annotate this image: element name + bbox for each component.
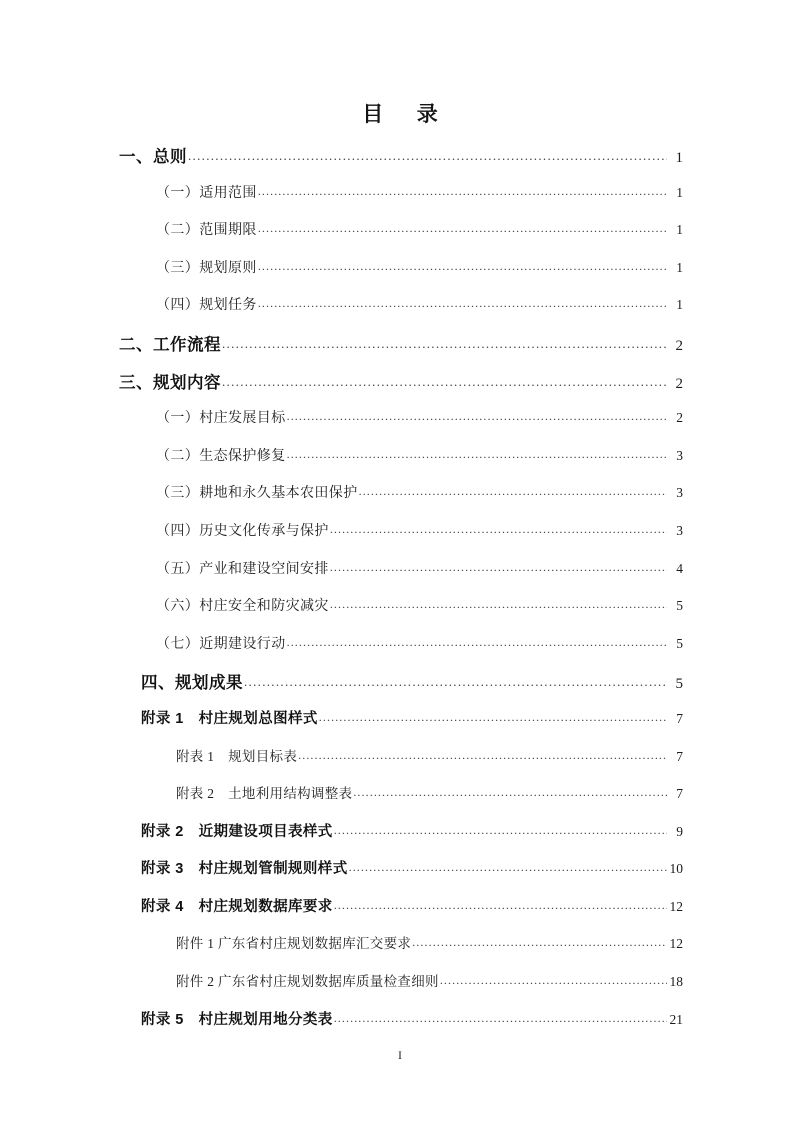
- toc-entry-label: 一、总则: [119, 148, 187, 166]
- toc-dot-leader: [287, 632, 667, 648]
- toc-entry-label: 附录 4 村庄规划数据库要求: [141, 898, 333, 915]
- toc-entry-label: （一）适用范围: [156, 185, 257, 201]
- toc-dot-leader: [258, 218, 667, 234]
- toc-entry-page-number: 1: [676, 297, 683, 313]
- toc-entry[interactable]: [0, 707, 800, 745]
- toc-entry-label: 附表 2 土地利用结构调整表: [176, 786, 353, 802]
- toc-entry-page-number: 1: [676, 184, 683, 200]
- toc-entry-page-number: 12: [669, 898, 683, 914]
- toc-entry-label: 附录 2 近期建设项目表样式: [141, 823, 333, 840]
- toc-dot-leader: [298, 745, 667, 761]
- toc-entry-page-number: 12: [669, 936, 683, 952]
- toc-entry-page-number: 21: [669, 1011, 683, 1027]
- toc-dot-leader: [334, 820, 667, 836]
- toc-dot-leader: [359, 481, 667, 497]
- toc-entry-page-number: 3: [676, 485, 683, 501]
- toc-entry[interactable]: [0, 143, 800, 181]
- toc-dot-leader: [353, 782, 667, 798]
- page-title: 目 录: [362, 103, 445, 126]
- toc-entry-label: （一）村庄发展目标: [156, 411, 286, 427]
- toc-entry-label: 四、规划成果: [141, 674, 243, 693]
- toc-dot-leader: [349, 857, 667, 873]
- toc-dot-leader: [330, 594, 667, 610]
- footer-page-number: I: [398, 1048, 402, 1062]
- toc-entry-page-number: 1: [675, 150, 683, 166]
- toc-entry-label: 附录 5 村庄规划用地分类表: [141, 1011, 333, 1028]
- toc-entry[interactable]: [0, 331, 800, 369]
- toc-entry[interactable]: [0, 293, 800, 331]
- toc-dot-leader: [258, 293, 667, 309]
- toc-entry[interactable]: [0, 632, 800, 670]
- toc-entry-label: （四）历史文化传承与保护: [156, 523, 329, 539]
- toc-dot-leader: [319, 707, 667, 723]
- toc-entry[interactable]: [0, 820, 800, 858]
- toc-dot-leader: [244, 672, 667, 688]
- toc-entry-label: （二）生态保护修复: [156, 448, 286, 464]
- toc-entry[interactable]: [0, 369, 800, 407]
- toc-entry-page-number: 7: [676, 710, 683, 726]
- toc-entry-label: （四）规划任务: [156, 298, 257, 314]
- toc-entry[interactable]: [0, 481, 800, 519]
- toc-entry-page-number: 5: [676, 635, 683, 651]
- toc-entry-label: 二、工作流程: [119, 335, 221, 354]
- toc-entry[interactable]: [0, 1008, 800, 1046]
- toc-entry[interactable]: [0, 557, 800, 595]
- toc-entry-page-number: 7: [676, 748, 683, 764]
- toc-entry-page-number: 3: [676, 522, 683, 538]
- toc-dot-leader: [222, 334, 667, 350]
- toc-entry[interactable]: [0, 406, 800, 444]
- toc-dot-leader: [258, 256, 667, 272]
- toc-entry-label: （二）范围期限: [156, 223, 257, 239]
- toc-entry-label: 附录 1 村庄规划总图样式: [141, 710, 318, 727]
- toc-entry[interactable]: [0, 444, 800, 482]
- toc-entry-page-number: 10: [669, 861, 683, 877]
- toc-entry-page-number: 2: [676, 410, 683, 426]
- toc-entry[interactable]: [0, 895, 800, 933]
- toc-dot-leader: [330, 557, 667, 573]
- toc-entry[interactable]: [0, 970, 800, 1008]
- toc-dot-leader: [222, 372, 667, 388]
- toc-dot-leader: [412, 932, 667, 948]
- toc-entry-label: 三、规划内容: [119, 373, 221, 392]
- toc-entry-page-number: 5: [675, 676, 683, 693]
- toc-entry[interactable]: [0, 256, 800, 294]
- toc-dot-leader: [334, 1008, 667, 1024]
- toc-entry-label: （五）产业和建设空间安排: [156, 561, 329, 577]
- toc-entry-page-number: 2: [675, 375, 683, 392]
- table-of-contents: [0, 143, 800, 1045]
- toc-dot-leader: [330, 519, 667, 535]
- toc-entry-page-number: 5: [676, 598, 683, 614]
- toc-entry-page-number: 7: [676, 786, 683, 802]
- toc-entry-label: （三）规划原则: [156, 260, 257, 276]
- toc-entry-page-number: 3: [676, 447, 683, 463]
- toc-entry-label: 附件 2 广东省村庄规划数据库质量检查细则: [176, 974, 439, 990]
- toc-dot-leader: [334, 895, 667, 911]
- toc-dot-leader: [287, 406, 667, 422]
- toc-entry[interactable]: [0, 745, 800, 783]
- toc-entry-label: （六）村庄安全和防灾减灾: [156, 599, 329, 615]
- toc-entry-page-number: 18: [669, 974, 683, 990]
- toc-entry-label: 附录 3 村庄规划管制规则样式: [141, 861, 348, 878]
- toc-dot-leader: [258, 181, 667, 197]
- toc-entry[interactable]: [0, 594, 800, 632]
- toc-entry-page-number: 9: [676, 823, 683, 839]
- toc-dot-leader: [440, 970, 667, 986]
- toc-entry-label: （七）近期建设行动: [156, 636, 286, 652]
- toc-entry-label: 附表 1 规划目标表: [176, 748, 298, 764]
- toc-entry-page-number: 1: [676, 259, 683, 275]
- toc-entry-page-number: 1: [676, 222, 683, 238]
- toc-entry-page-number: 2: [675, 337, 683, 354]
- toc-entry[interactable]: [0, 519, 800, 557]
- toc-entry-label: （三）耕地和永久基本农田保护: [156, 486, 358, 502]
- toc-entry-label: 附件 1 广东省村庄规划数据库汇交要求: [176, 936, 412, 952]
- toc-dot-leader: [188, 146, 667, 162]
- toc-entry-page-number: 4: [676, 560, 683, 576]
- toc-dot-leader: [287, 444, 667, 460]
- toc-entry[interactable]: [0, 782, 800, 820]
- toc-entry[interactable]: [0, 218, 800, 256]
- toc-entry[interactable]: [0, 932, 800, 970]
- toc-entry[interactable]: [0, 857, 800, 895]
- toc-entry[interactable]: [0, 669, 800, 707]
- toc-entry[interactable]: [0, 181, 800, 219]
